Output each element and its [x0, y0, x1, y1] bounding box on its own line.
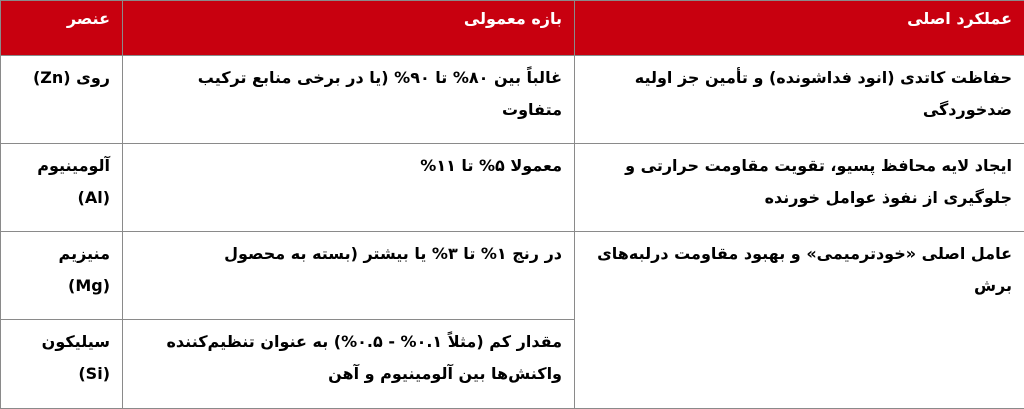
element-cell-aluminium: [1, 144, 123, 232]
function-cell-zinc: حفاظت کاتدی (انود فداشونده) و تأمین جز اولیه ضدخوردگی: [575, 56, 1024, 144]
range-cell-magnesium: در رنج ۱% تا ۳% یا بیشتر (بسته به محصول: [123, 232, 575, 320]
element-name-magnesium: منیزیم: [13, 238, 110, 270]
function-cell-magnesium: عامل اصلی «خودترمیمی» و بهبود مقاومت درلبه‌های برش: [575, 232, 1024, 409]
element-cell-zinc: [1, 56, 123, 144]
header-main-function: عملکرد اصلی: [575, 1, 1024, 56]
element-symbol-silicon: (Si): [13, 358, 110, 390]
range-cell-aluminium: معمولا ۵% تا ۱۱%: [123, 144, 575, 232]
element-symbol-magnesium: (Mg): [13, 270, 110, 302]
range-cell-zinc: غالباً بین ۸۰% تا ۹۰% (یا در برخی منابع ترکیب متفاوت: [123, 56, 575, 144]
header-element: عنصر: [1, 1, 123, 56]
table-row-zinc: [1, 56, 1024, 144]
element-symbol-aluminium: (Al): [13, 182, 110, 214]
table-row-aluminium: [1, 144, 1024, 232]
element-name-aluminium: آلومینیوم: [13, 150, 110, 182]
element-name-silicon: سیلیکون: [13, 326, 110, 358]
function-cell-aluminium: ایجاد لایه محافظ پسیو، تقویت مقاومت حرارتی و جلوگیری از نفوذ عوامل خورنده: [575, 144, 1024, 232]
range-cell-silicon: مقدار کم (مثلاً ۰.۱% - ۰.۵%) به عنوان تنظیم‌کننده واکنش‌ها بین آلومینیوم و آهن: [123, 320, 575, 409]
element-name-zinc: روی (Zn): [13, 62, 110, 94]
table-header-row: [1, 1, 1024, 56]
table-row-magnesium: [1, 232, 1024, 320]
element-cell-silicon: [1, 320, 123, 409]
header-typical-range: بازه معمولی: [123, 1, 575, 56]
element-cell-magnesium: [1, 232, 123, 320]
